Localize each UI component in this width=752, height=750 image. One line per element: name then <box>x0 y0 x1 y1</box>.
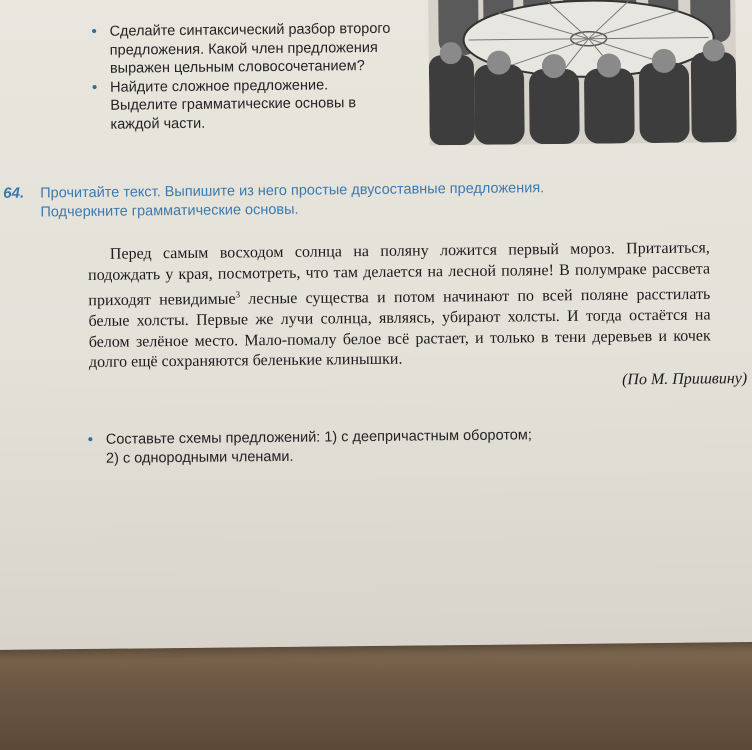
bullet-item <box>91 20 392 79</box>
bullet-dot-icon: • <box>87 431 93 448</box>
knights-round-table-drawing <box>428 0 737 145</box>
bullet-text: Сделайте синтаксический разбор второго предложения. Какой член предложения выражен цельным словосочетанием? <box>109 20 391 77</box>
bullet-item <box>92 75 393 134</box>
round-table-illustration <box>428 0 737 145</box>
reading-passage <box>88 238 711 373</box>
task-instruction <box>40 178 640 222</box>
passage-text: лесные существа и потом начинают по всей поляне расстилать белые холсты. Первые же лучи солнца, являясь, убирают холсты. И тогда остаётся на белом зелёное место. Мало-помалу белое всё растает, и только в тени деревьев и кочек долго ещё сохраняются беленькие клинышки. <box>88 285 711 372</box>
bullet-dot-icon: • <box>92 79 98 96</box>
bullet-dot-icon: • <box>91 23 97 40</box>
passage-author: (По М. Пришвину) <box>621 370 748 389</box>
task-instruction-line: Подчеркните грамматические основы. <box>40 201 299 221</box>
bullet-text: Найдите сложное предложение. Выделите грамматические основы в каждой части. <box>110 76 357 133</box>
passage-text: Перед самым восходом солнца на поляну ложится первый мороз. Притаиться, подождать у края, посмотреть, что там делается на лесной поляне! В полумраке рассвета приходят невидимые <box>87 239 711 310</box>
task-number: 64. <box>3 184 25 202</box>
bullet-item <box>88 425 648 469</box>
bullet-text: Составьте схемы предложений: 1) с деепричастным оборотом; <box>105 427 532 448</box>
bullet-text: 2) с однородными членами. <box>105 448 294 467</box>
footnote-marker: 3 <box>235 289 241 300</box>
bottom-bullet-item <box>88 425 648 469</box>
top-bullet-list <box>91 20 392 134</box>
task-instruction-line: Прочитайте текст. Выпишите из него простые двусоставные предложения. <box>40 180 545 202</box>
